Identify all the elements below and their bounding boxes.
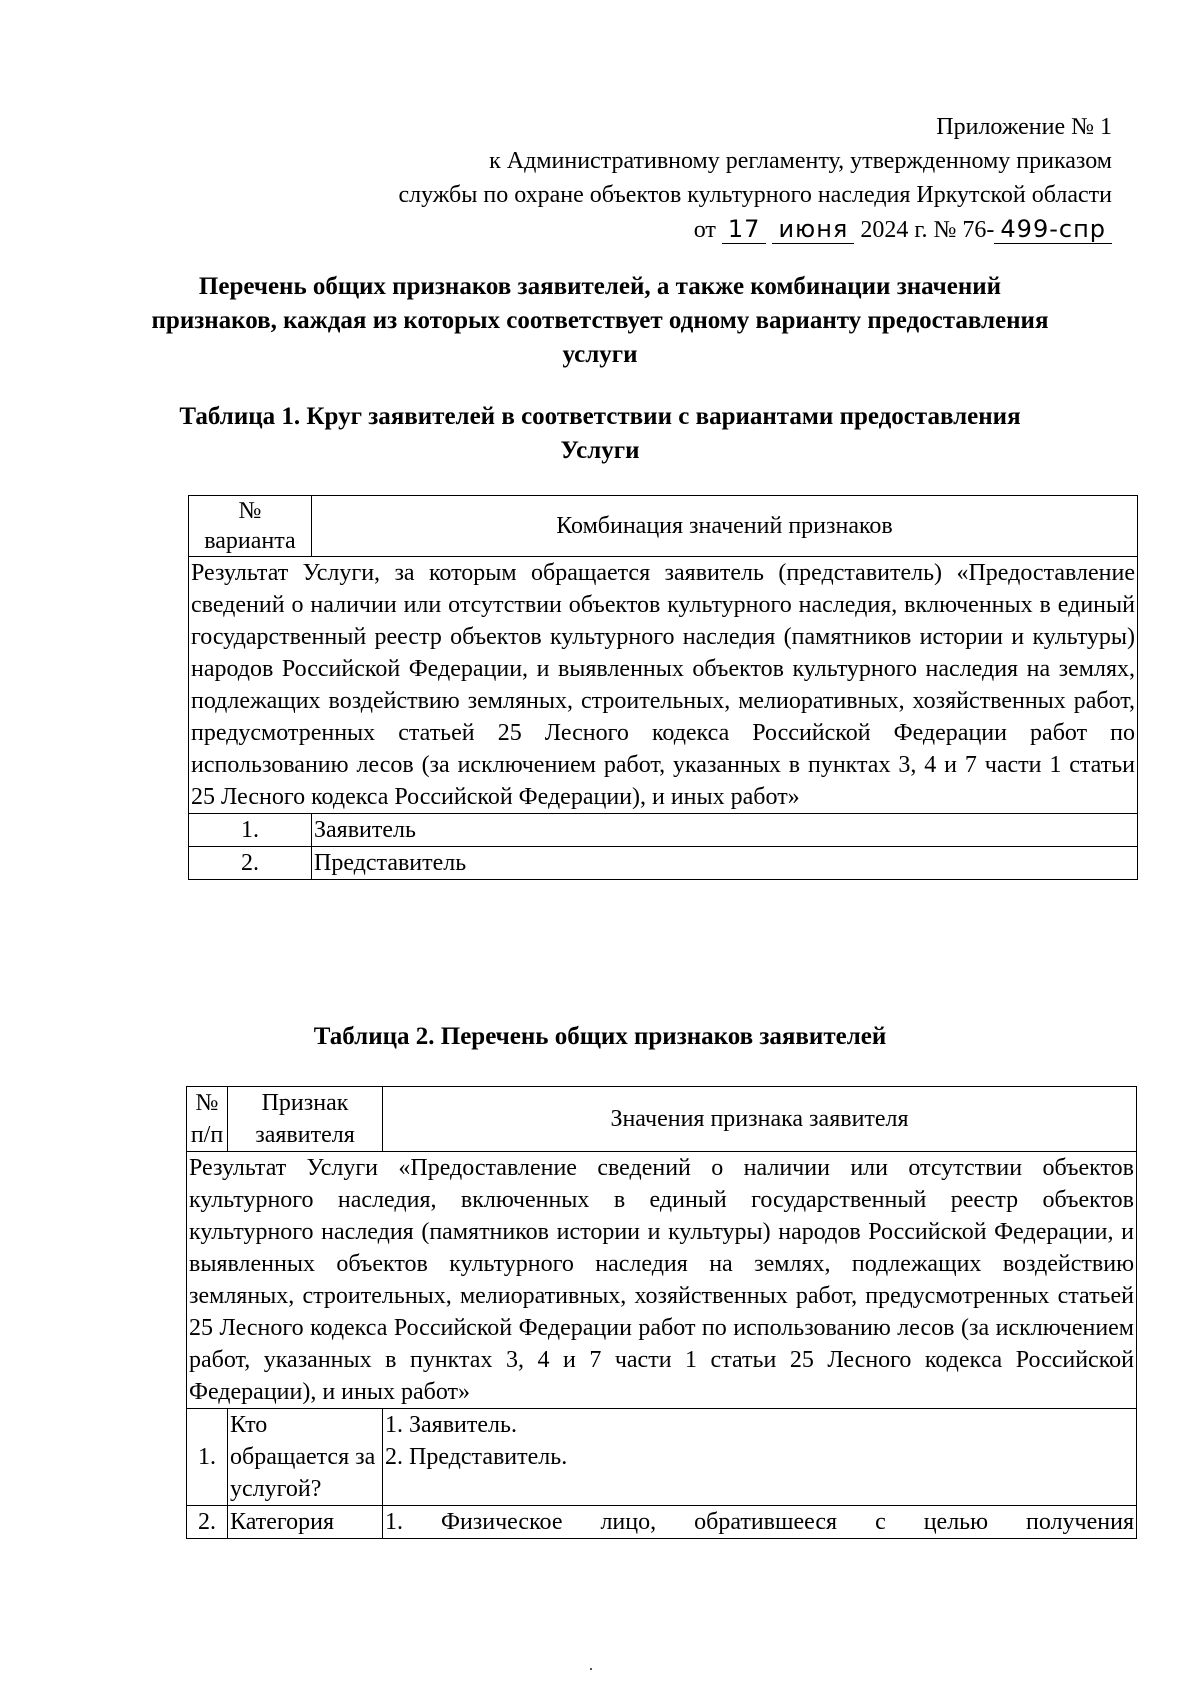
handwritten-order-number: 499-спр (994, 215, 1112, 244)
attribute-cell: Категория (228, 1506, 383, 1539)
variant-value-cell: Заявитель (312, 814, 1138, 847)
table-row (187, 1409, 1137, 1506)
variant-number-cell: 1. (189, 814, 312, 847)
scan-speck (590, 1668, 592, 1670)
table-row (189, 814, 1138, 847)
appendix-header (212, 110, 1112, 247)
variant-value-cell: Представитель (312, 847, 1138, 880)
table-2-header-number: № п/п (187, 1087, 228, 1152)
attribute-cell: Кто обращается за услугой? (228, 1409, 383, 1506)
year-and-number-prefix: 2024 г. № 76- (860, 217, 995, 243)
value-line: 1. Заявитель. (385, 1412, 517, 1438)
table-2-caption: Таблица 2. Перечень общих признаков заявителей (313, 1023, 887, 1050)
table-2-result-cell: Результат Услуги «Предоставление сведений о наличии или отсутствии объектов культурного наследия, включенных в единый государственный реестр объектов культурного наследия (памятников истории и культуры) народов Российской Федерации, и выявленных объектов культурного наследия на землях, подлежащих воздействию земляных, строительных, мелиоративных, хозяйственных работ, предусмотренных статьей 25 Лесного кодекса Российской Федерации работ по использованию лесов (за исключением работ, указанных в пунктах 3, 4 и 7 части 1 статьи 25 Лесного кодекса Российской Федерации), и иных работ» (187, 1152, 1137, 1409)
table-row (187, 1506, 1137, 1539)
values-cell (383, 1409, 1137, 1506)
appendix-line-3: службы по охране объектов культурного наследия Иркутской области (398, 182, 1112, 208)
row-number-cell: 1. (187, 1409, 228, 1506)
appendix-line-2: к Административному регламенту, утвержденному приказом (489, 148, 1112, 174)
values-cell: 1. Физическое лицо, обратившееся с целью получения (383, 1506, 1137, 1539)
table-2-result-row (187, 1152, 1137, 1409)
handwritten-month: июня (772, 215, 854, 244)
table-2 (186, 1086, 1137, 1539)
handwritten-day: 17 (722, 215, 767, 244)
appendix-line-1: Приложение № 1 (936, 114, 1112, 140)
table-1-header-variant-number: № варианта (189, 496, 312, 557)
table-1-header-row (189, 496, 1138, 557)
date-prefix: от (693, 217, 716, 243)
order-date-number (212, 212, 1112, 247)
document-title: Перечень общих признаков заявителей, а также комбинации значений признаков, каждая из которых соответствует одному варианту предоставления услуги (151, 273, 1049, 368)
table-2-header-row (187, 1087, 1137, 1152)
table-1-result-cell: Результат Услуги, за которым обращается заявитель (представитель) «Предоставление сведений о наличии или отсутствии объектов культурного наследия, включенных в единый государственный реестр объектов культурного наследия (памятников истории и культуры) народов Российской Федерации, и выявленных объектов культурного наследия на землях, подлежащих воздействию земляных, строительных, мелиоративных, хозяйственных работ, предусмотренных статьей 25 Лесного кодекса Российской Федерации работ по использованию лесов (за исключением работ, указанных в пунктах 3, 4 и 7 части 1 статьи 25 Лесного кодекса Российской Федерации), и иных работ» (189, 557, 1138, 814)
variant-number-cell: 2. (189, 847, 312, 880)
table-1-header-combination: Комбинация значений признаков (312, 496, 1138, 557)
table-row (189, 847, 1138, 880)
table-1-caption: Таблица 1. Круг заявителей в соответствии с вариантами предоставления Услуги (179, 403, 1021, 464)
table-1 (188, 495, 1138, 880)
table-1-result-row (189, 557, 1138, 814)
value-line: 2. Представитель. (385, 1444, 568, 1470)
row-number-cell: 2. (187, 1506, 228, 1539)
table-2-header-attribute: Признак заявителя (228, 1087, 383, 1152)
table-2-header-values: Значения признака заявителя (383, 1087, 1137, 1152)
